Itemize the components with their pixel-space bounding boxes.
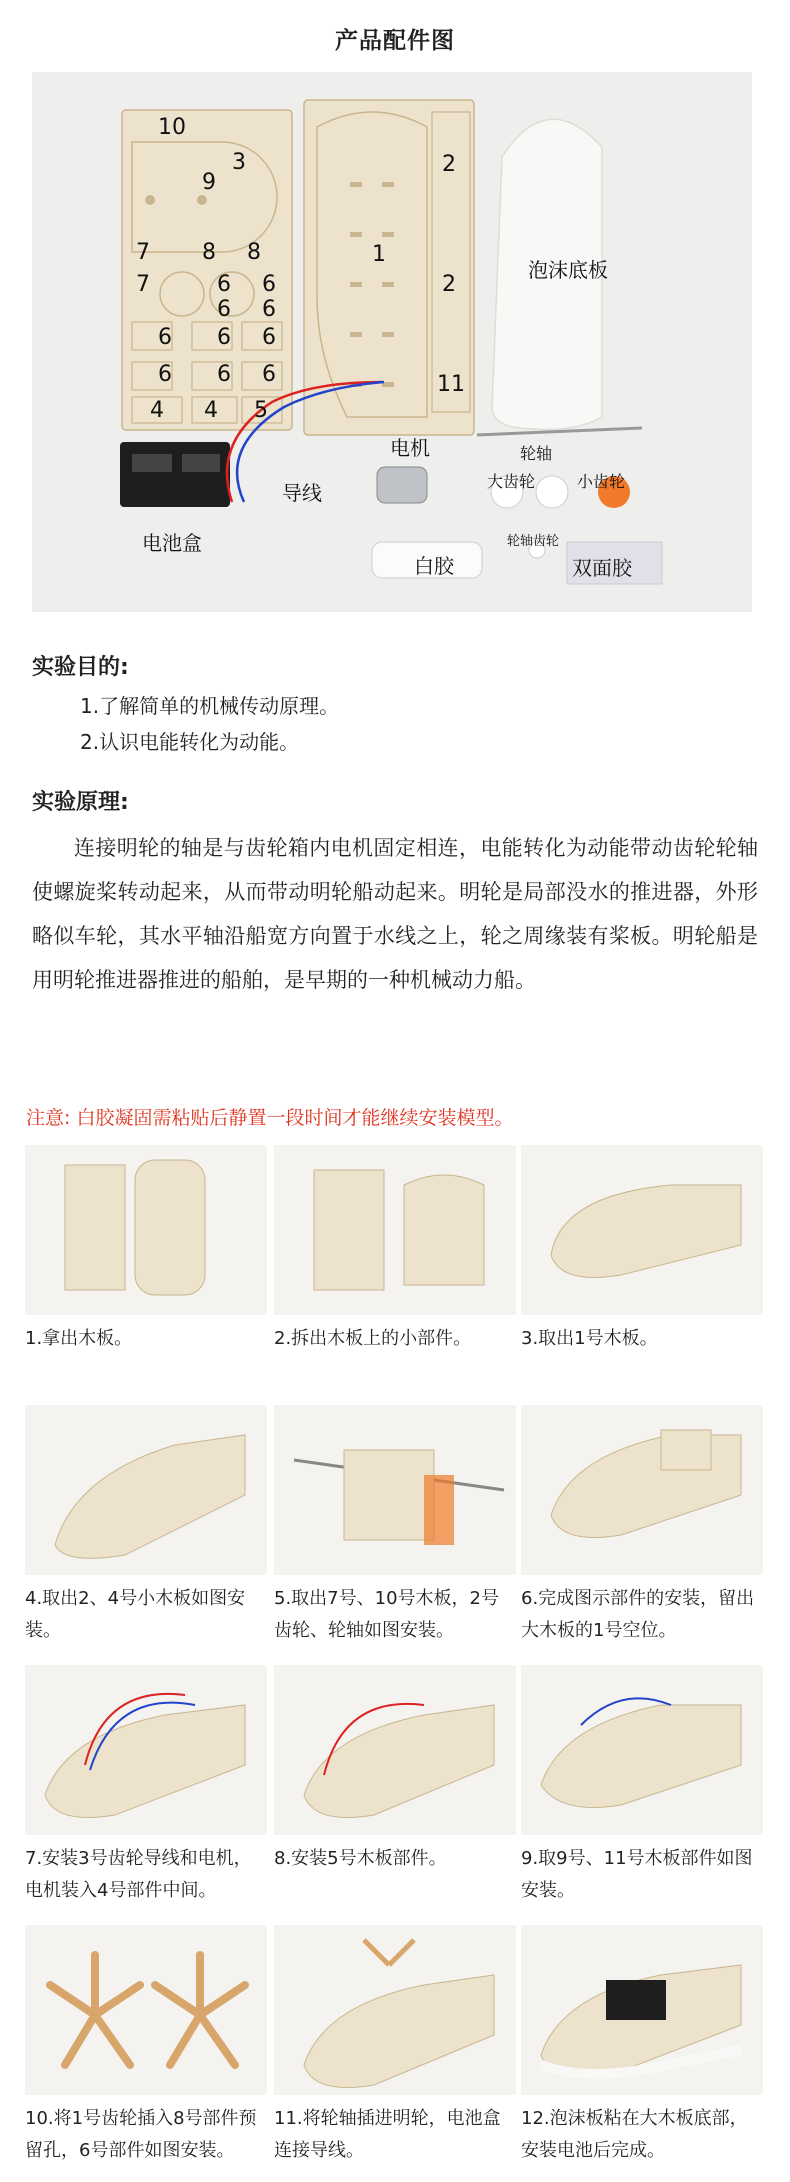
step-caption: 2.拆出木板上的小部件。 — [274, 1328, 472, 1349]
step-caption: 10.将1号齿轮插入8号部件预留孔，6号部件如图安装。 — [25, 2108, 257, 2161]
parts-illustration — [32, 72, 752, 612]
axle-gear-label: 轮轴齿轮 — [507, 534, 560, 549]
purpose-heading: 实验目的: — [32, 655, 129, 680]
step-photo — [521, 1665, 763, 1835]
step-caption: 8.安装5号木板部件。 — [274, 1848, 447, 1869]
principle-text: 连接明轮的轴是与齿轮箱内电机固定相连，电能转化为动能带动齿轮轮轴使螺旋桨转动起来，从而带动明轮船动起来。明轮是局部没水的推进器，外形略似车轮，其水平轴沿船宽方向置于水线之上，轮之周缘装有桨板。明轮船是用明轮推进器推进的船舶，是早期的一种机械动力船。 — [32, 836, 758, 992]
step-caption: 7.安装3号齿轮导线和电机，电机装入4号部件中间。 — [25, 1848, 252, 1901]
gear-hole — [145, 195, 155, 205]
step-caption: 9.取9号、11号木板部件如图安装。 — [521, 1848, 753, 1901]
part-number: 8 — [247, 240, 261, 265]
step-card — [25, 1665, 267, 1907]
part-number: 1 — [372, 242, 386, 267]
part-number: 2 — [442, 152, 456, 177]
part-number: 6 — [158, 362, 172, 387]
motor — [377, 467, 427, 503]
step-card — [274, 1665, 516, 1875]
step-caption: 12.泡沫板粘在大木板底部，安装电池后完成。 — [521, 2108, 748, 2161]
step-card — [521, 1145, 763, 1355]
battery-box-label: 电池盒 — [142, 531, 202, 555]
step-photo — [521, 1145, 763, 1315]
part-number: 10 — [158, 115, 186, 140]
step-caption: 6.完成图示部件的安装，留出大木板的1号空位。 — [521, 1588, 755, 1641]
part-number: 5 — [254, 398, 268, 423]
foam-label: 泡沫底板 — [528, 258, 608, 282]
step-card — [521, 1405, 763, 1647]
part-number: 3 — [232, 150, 246, 175]
motor-label: 电机 — [390, 436, 430, 460]
notice-text: 注意: 白胶凝固需粘贴后静置一段时间才能继续安装模型。 — [26, 1107, 514, 1129]
tape-label: 双面胶 — [572, 556, 632, 580]
part-number: 6 — [217, 297, 231, 322]
step-photo — [25, 1145, 267, 1315]
step-card — [25, 1145, 267, 1355]
glue-label: 白胶 — [414, 554, 454, 578]
part-number: 6 — [217, 362, 231, 387]
part-number: 6 — [262, 325, 276, 350]
step-caption: 3.取出1号木板。 — [521, 1328, 658, 1349]
page-title: 产品配件图 — [335, 28, 455, 54]
step-card — [25, 1405, 267, 1647]
part-number: 6 — [217, 272, 231, 297]
part-number: 2 — [442, 272, 456, 297]
step-caption: 4.取出2、4号小木板如图安装。 — [25, 1588, 246, 1641]
big-gear — [536, 476, 568, 508]
step-caption: 11.将轮轴插进明轮，电池盒连接导线。 — [274, 2108, 501, 2161]
step-photo — [274, 1925, 516, 2095]
battery-box — [120, 442, 230, 507]
parts-photo — [32, 72, 752, 612]
step-photo — [521, 1925, 763, 2095]
part-number: 6 — [262, 272, 276, 297]
step-card — [521, 1925, 763, 2167]
wire-label: 导线 — [282, 481, 322, 505]
step-photo — [521, 1405, 763, 1575]
small-gear-label: 小齿轮 — [577, 472, 626, 491]
purpose-item: 2.认识电能转化为动能。 — [80, 730, 300, 754]
part-number: 6 — [158, 325, 172, 350]
step-photo — [274, 1145, 516, 1315]
step-caption: 5.取出7号、10号木板，2号齿轮、轮轴如图安装。 — [274, 1588, 499, 1641]
step-photo — [274, 1405, 516, 1575]
part-number: 9 — [202, 170, 216, 195]
part-number: 7 — [136, 272, 150, 297]
step-photo — [274, 1665, 516, 1835]
step-card — [274, 1405, 516, 1647]
part-number: 6 — [262, 297, 276, 322]
principle-heading: 实验原理: — [32, 790, 129, 815]
part-number: 4 — [150, 398, 164, 423]
axle-label: 轮轴 — [520, 444, 553, 463]
step-card — [25, 1925, 267, 2167]
step-card — [521, 1665, 763, 1907]
part-number: 11 — [437, 372, 465, 397]
part-number: 7 — [136, 240, 150, 265]
big-gear-label: 大齿轮 — [487, 472, 536, 491]
part-number: 6 — [262, 362, 276, 387]
step-card — [274, 1925, 516, 2167]
part-number: 4 — [204, 398, 218, 423]
part-number: 6 — [217, 325, 231, 350]
step-photo — [25, 1925, 267, 2095]
step-card — [274, 1145, 516, 1355]
step-caption: 1.拿出木板。 — [25, 1328, 133, 1349]
step-photo — [25, 1405, 267, 1575]
step-photo — [25, 1665, 267, 1835]
purpose-item: 1.了解简单的机械传动原理。 — [80, 694, 340, 718]
gear-hole — [197, 195, 207, 205]
part-number: 8 — [202, 240, 216, 265]
